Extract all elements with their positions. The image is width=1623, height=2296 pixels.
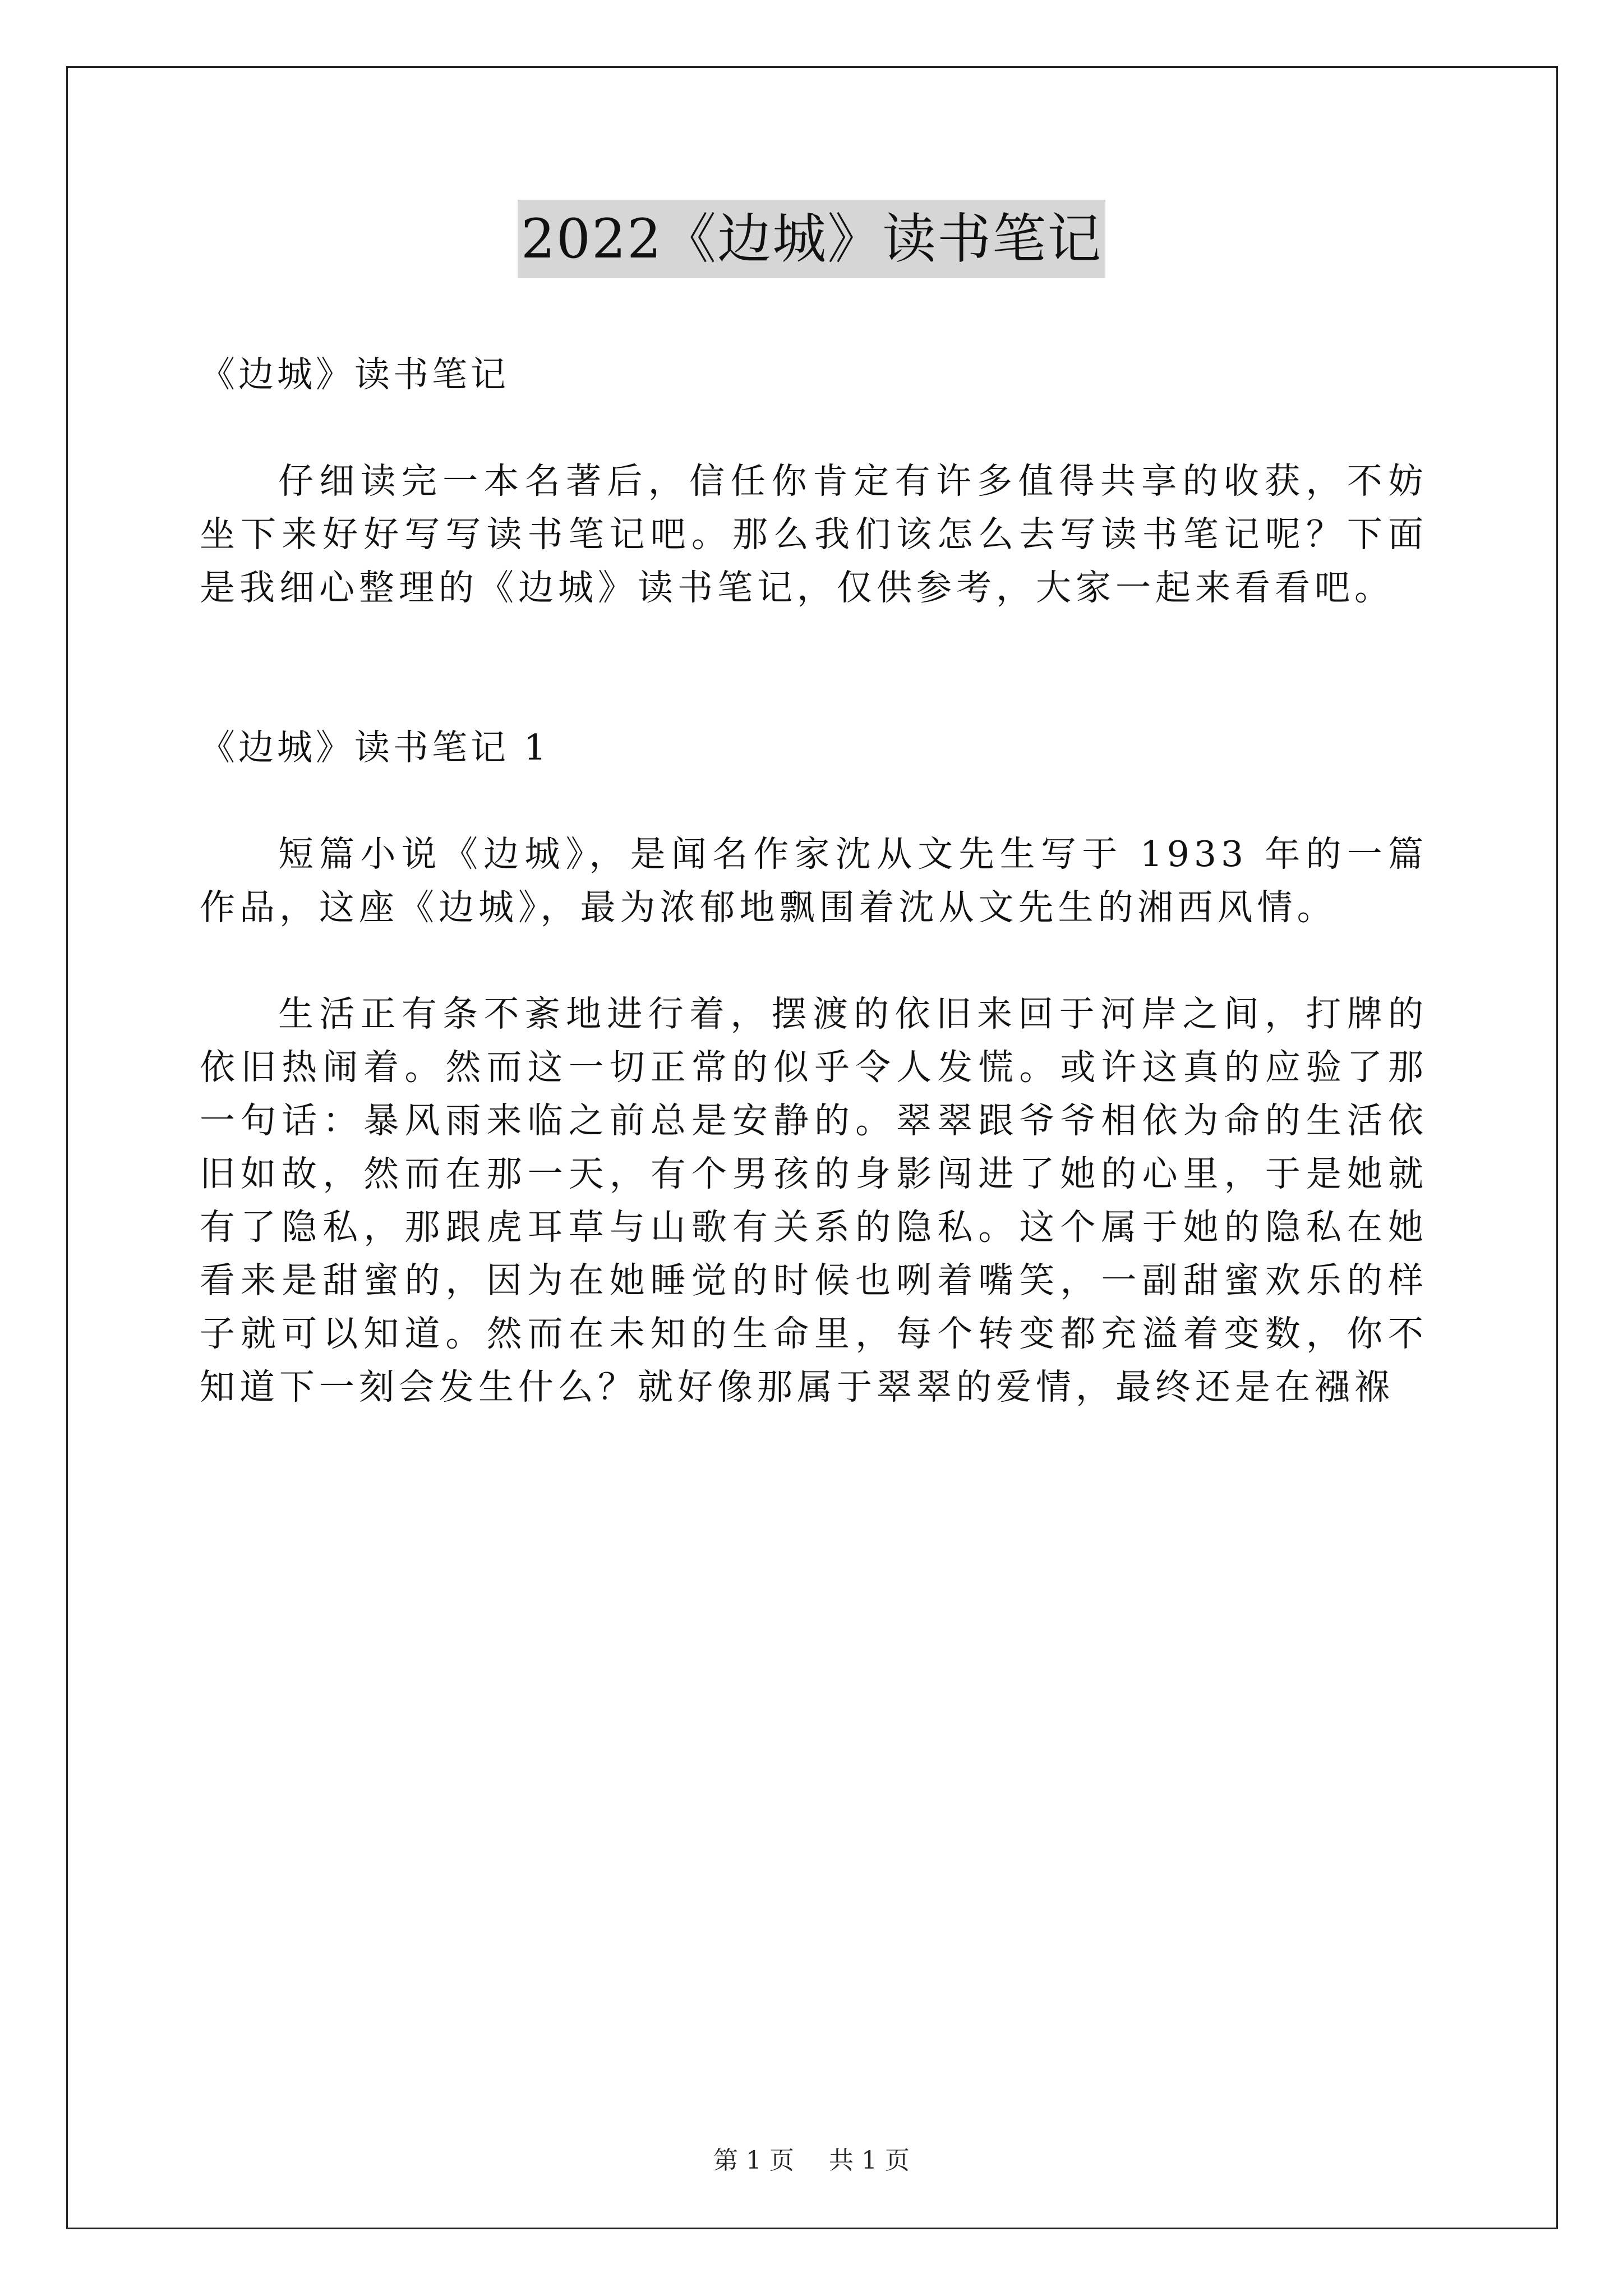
title-container bbox=[0, 200, 1623, 278]
spacer bbox=[200, 668, 1428, 721]
intro-paragraph: 仔细读完一本名著后，信任你肯定有许多值得共享的收获，不妨坐下来好好写写读书笔记吧。那么我们该怎么去写读书笔记呢？下面是我细心整理的《边城》读书笔记，仅供参考，大家一起来看看吧。 bbox=[200, 461, 1428, 608]
subtitle: 《边城》读书笔记 bbox=[200, 354, 509, 395]
document-title: 2022《边城》读书笔记 bbox=[518, 200, 1105, 278]
body-paragraph-2: 生活正有条不紊地进行着，摆渡的依旧来回于河岸之间，打牌的依旧热闹着。然而这一切正常的似乎令人发慌。或许这真的应验了那一句话：暴风雨来临之前总是安静的。翠翠跟爷爷相依为命的生活依旧如故，然而在那一天，有个男孩的身影闯进了她的心里，于是她就有了隐私，那跟虎耳草与山歌有关系的隐私。这个属于她的隐私在她看来是甜蜜的，因为在她睡觉的时候也咧着嘴笑，一副甜蜜欢乐的样子就可以知道。然而在未知的生命里，每个转变都充溢着变数，你不知道下一刻会发生什么？就好像那属于翠翠的爱情，最终还是在襁褓 bbox=[200, 993, 1428, 1407]
document-body bbox=[200, 348, 1428, 1467]
total-pages: 共 1 页 bbox=[829, 2146, 910, 2175]
page-footer bbox=[0, 2144, 1623, 2178]
section-heading: 《边城》读书笔记 1 bbox=[200, 727, 550, 768]
page-number: 第 1 页 bbox=[713, 2146, 794, 2175]
body-paragraph-1: 短篇小说《边城》，是闻名作家沈从文先生写于 1933 年的一篇作品，这座《边城》，最为浓郁地飘围着沈从文先生的湘西风情。 bbox=[200, 834, 1428, 928]
